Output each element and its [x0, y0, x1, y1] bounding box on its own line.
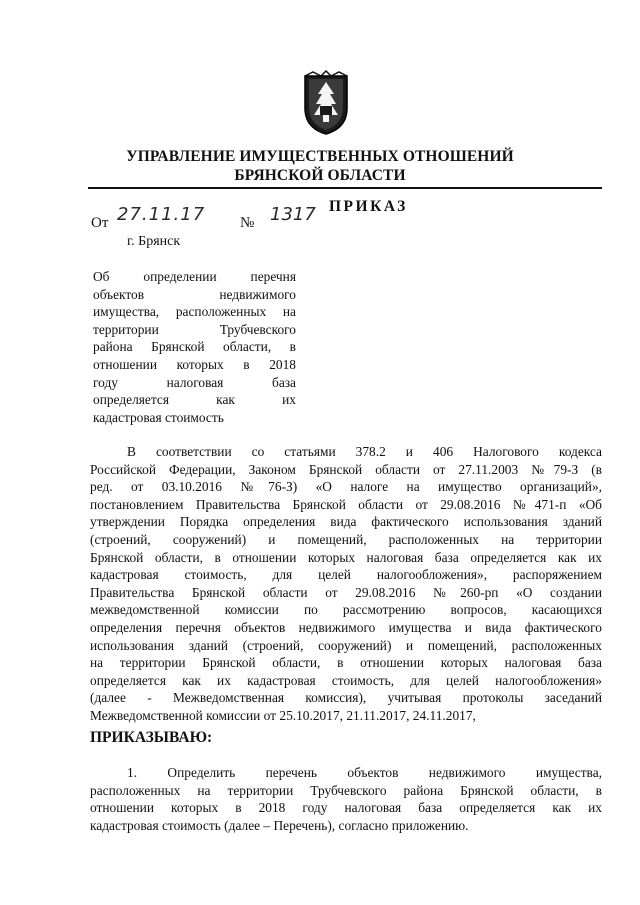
org-name-line2: БРЯНСКОЙ ОБЛАСТИ	[234, 167, 406, 184]
subject-line: Об определении перечня	[93, 269, 296, 284]
subject-line: отношении которых в 2018	[93, 356, 296, 372]
body-line: утверждении Порядка определения вида фактического использования зданий	[90, 514, 602, 530]
subject-line: определяется как их	[93, 392, 296, 408]
body-line: Межведомственной комиссии от 25.10.2017, 21.11.2017, 24.11.2017,	[90, 707, 476, 723]
body-line: (далее - Межведомственная комиссия), учитывая протоколы заседаний	[90, 690, 602, 706]
date-label: От	[91, 215, 109, 231]
body-line: кадастровая стоимость, для целей налогообложения», распоряжением	[90, 567, 602, 583]
preamble-paragraph	[90, 443, 602, 725]
body-line: определения перечня объектов недвижимого имущества и вида фактического	[90, 619, 602, 635]
item-line: кадастровая стоимость (далее – Перечень), согласно приложению.	[90, 817, 469, 833]
subject-line: объектов недвижимого	[93, 286, 296, 302]
body-line: использования зданий (строений, сооружений) и помещений, расположенных	[90, 637, 602, 653]
subject-line: имущества, расположенных на	[93, 304, 296, 320]
order-item-1	[90, 764, 602, 834]
header-divider	[88, 187, 602, 189]
body-line: межведомственной комиссии по рассмотрению вопросов, касающихся	[90, 602, 602, 618]
body-line: ред. от 03.10.2016 №76-З) «О налоге на имущество организаций»,	[90, 479, 602, 495]
body-line: Правительства Брянской области от 29.08.2016 №260-рп «О создании	[90, 584, 602, 600]
subject-line: кадастровая стоимость	[93, 409, 224, 425]
item-line: отношении которых в 2018 году налоговая база определяется как их	[90, 800, 602, 816]
body-line: В соответствии со статьями 378.2 и 406 Налогового кодекса	[127, 444, 602, 459]
document-type: ПРИКАЗ	[329, 198, 408, 215]
body-line: на территории Брянской области, в отношении которых налоговая база	[90, 655, 602, 671]
body-line: Брянской области, в отношении которых налоговая база определяется как их	[90, 549, 602, 565]
body-line: определяется как их кадастровая стоимость, для целей налогообложения»	[90, 672, 602, 688]
subject-line: территории Трубчевского	[93, 321, 296, 337]
coat-of-arms-emblem	[301, 70, 351, 136]
number-label: №	[240, 215, 255, 231]
org-name-line1: УПРАВЛЕНИЕ ИМУЩЕСТВЕННЫХ ОТНОШЕНИЙ	[126, 148, 514, 165]
body-line: (строений, сооружений) и помещений, расположенных на территории	[90, 531, 602, 547]
handwritten-date: 27.11.17	[117, 204, 206, 225]
body-line: постановлением Правительства Брянской области от 29.08.2016 №471-п «Об	[90, 496, 602, 512]
item-line: расположенных на территории Трубчевского района Брянской области, в	[90, 782, 602, 798]
subject-line: района Брянской области, в	[93, 339, 296, 355]
subject-line: году налоговая база	[93, 374, 296, 390]
city: г. Брянск	[127, 234, 181, 249]
body-line: Российской Федерации, Законом Брянской области от 27.11.2003 №79-З (в	[90, 461, 602, 477]
handwritten-number: 1317	[270, 204, 316, 225]
document-subject	[93, 268, 296, 426]
order-heading: ПРИКАЗЫВАЮ:	[90, 729, 213, 746]
item-line: 1. Определить перечень объектов недвижимого имущества,	[127, 765, 602, 780]
